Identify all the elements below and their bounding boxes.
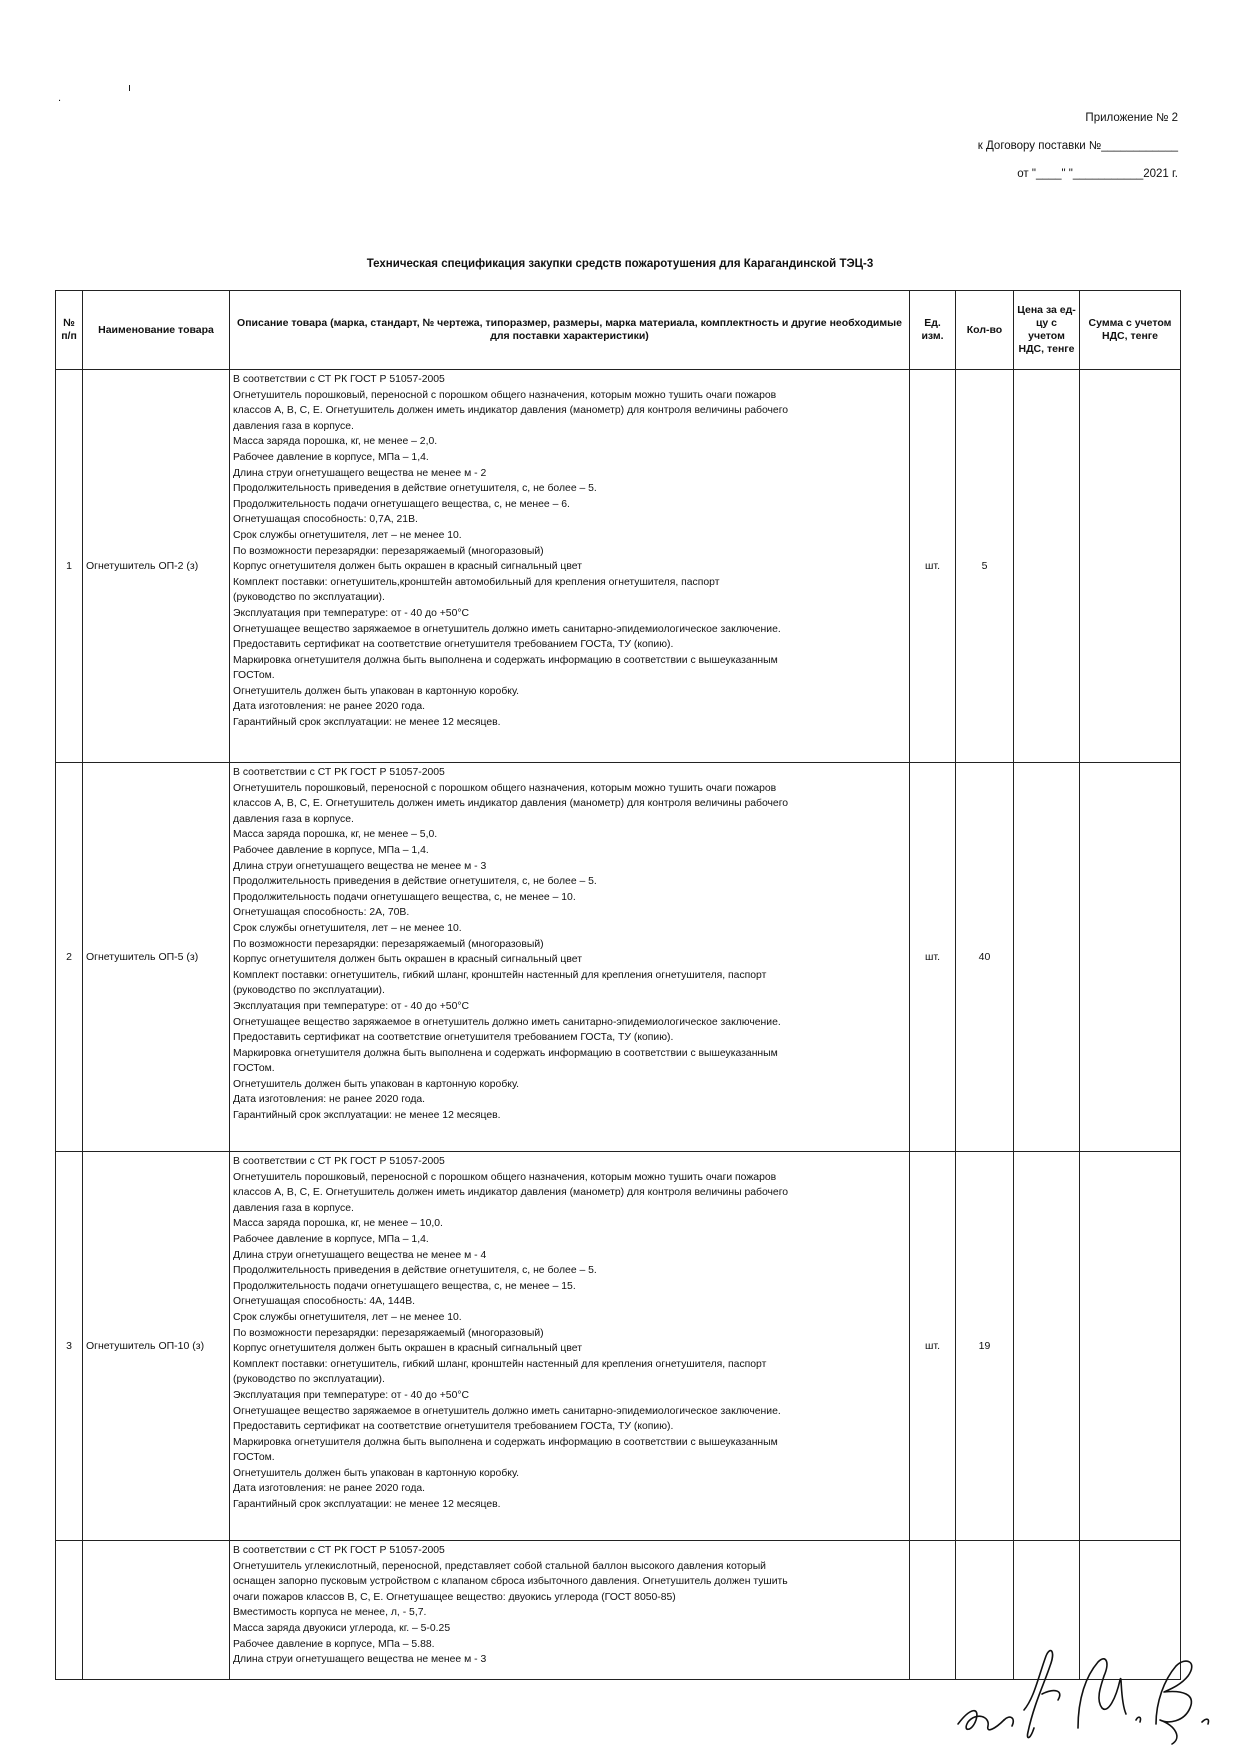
table-row: [56, 370, 1181, 763]
description-line: Огнетушитель порошковый, переносной с порошком общего назначения, которым можно тушить очаги пожаров: [233, 782, 777, 794]
col-header-name: Наименование товара: [83, 291, 230, 370]
description-line: Продолжительность приведения в действие огнетушителя, с, не более – 5.: [233, 1265, 597, 1277]
unit-price-cell: [1014, 763, 1080, 1152]
col-header-price: Цена за ед-цу с учетом НДС, тенге: [1014, 291, 1080, 370]
description-line: Эксплуатация при температуре: от - 40 до +50°С: [233, 1389, 470, 1401]
description-line: Огнетушащее вещество заряжаемое в огнетушитель должно иметь санитарно-эпидемиологическое заключение.: [233, 1016, 781, 1028]
row-number: 3: [56, 1152, 83, 1541]
description-line: оснащен запорно пусковым устройством с клапаном сброса избыточного давления. Огнетушитель должен тушить: [233, 1576, 788, 1588]
description-line: Корпус огнетушителя должен быть окрашен в красный сигнальный цвет: [233, 954, 582, 966]
description-line: Продолжительность подачи огнетушащего вещества, с, не менее – 15.: [233, 1280, 576, 1292]
description-line: Дата изготовления: не ранее 2020 года.: [233, 1483, 426, 1495]
description-line: Огнетушитель углекислотный, переносной, представляет собой стальной баллон высокого давления который: [233, 1560, 766, 1572]
description-line: В соответствии с СТ РК ГОСТ Р 51057-2005: [233, 374, 445, 385]
unit-price-cell: [1014, 1152, 1080, 1541]
unit-of-measure: шт.: [910, 1152, 956, 1541]
product-description: [230, 1152, 910, 1541]
product-description: [230, 1541, 910, 1680]
col-header-description: Описание товара (марка, стандарт, № чертежа, типоразмер, размеры, марка материала, комплектность и другие необходимые для поставки характеристики): [230, 291, 910, 370]
total-sum-cell: [1080, 763, 1181, 1152]
unit-of-measure: шт.: [910, 370, 956, 763]
description-line: (руководство по эксплуатации).: [233, 985, 385, 997]
description-line: Продолжительность подачи огнетушащего вещества, с, не менее – 6.: [233, 498, 570, 510]
description-line: По возможности перезарядки: перезаряжаемый (многоразовый): [233, 1327, 544, 1339]
description-line: Рабочее давление в корпусе, МПа – 1,4.: [233, 1233, 429, 1245]
table-row: [56, 1152, 1181, 1541]
product-description: [230, 763, 910, 1152]
scan-dot: .: [58, 92, 62, 104]
product-name: [83, 1541, 230, 1680]
quantity: 40: [956, 763, 1014, 1152]
description-line: Продолжительность подачи огнетушащего вещества, с, не менее – 10.: [233, 891, 576, 903]
col-header-sum: Сумма с учетом НДС, тенге: [1080, 291, 1181, 370]
description-line: В соответствии с СТ РК ГОСТ Р 51057-2005: [233, 1545, 445, 1556]
description-line: очаги пожаров классов В, С, Е. Огнетушащее вещество: двуокись углерода (ГОСТ 8050-85): [233, 1591, 676, 1603]
description-line: Длина струи огнетушащего вещества не менее м - 4: [233, 1249, 487, 1261]
description-line: Гарантийный срок эксплуатации: не менее 12 месяцев.: [233, 1110, 501, 1122]
unit-of-measure: [910, 1541, 956, 1680]
description-line: Масса заряда порошка, кг, не менее – 5,0.: [233, 829, 438, 841]
description-line: Предоставить сертификат на соответствие огнетушителя требованием ГОСТа, ТУ (копию).: [233, 639, 674, 651]
description-line: По возможности перезарядки: перезаряжаемый (многоразовый): [233, 938, 544, 950]
description-line: давления газа в корпусе.: [233, 813, 354, 825]
description-line: (руководство по эксплуатации).: [233, 1374, 385, 1386]
description-line: Маркировка огнетушителя должна быть выполнена и содержать информацию в соответствии с вышеуказанным: [233, 1047, 778, 1059]
description-line: Продолжительность приведения в действие огнетушителя, с, не более – 5.: [233, 483, 597, 495]
description-line: Корпус огнетушителя должен быть окрашен в красный сигнальный цвет: [233, 561, 582, 573]
document-title: Техническая спецификация закупки средств пожаротушения для Карагандинской ТЭЦ-3: [366, 258, 874, 270]
description-line: Гарантийный срок эксплуатации: не менее 12 месяцев.: [233, 717, 501, 729]
appendix-label: Приложение № 2: [1085, 112, 1178, 124]
description-line: Эксплуатация при температуре: от - 40 до +50°С: [233, 607, 470, 619]
col-header-unit: Ед. изм.: [910, 291, 956, 370]
description-line: Комплект поставки: огнетушитель,кронштейн автомобильный для крепления огнетушителя, паспорт: [233, 576, 720, 588]
description-line: классов А, В, С, Е. Огнетушитель должен иметь индикатор давления (манометр) для контроля величины рабочего: [233, 405, 789, 417]
description-line: Гарантийный срок эксплуатации: не менее 12 месяцев.: [233, 1499, 501, 1511]
description-line: Корпус огнетушителя должен быть окрашен в красный сигнальный цвет: [233, 1343, 582, 1355]
description-line: Масса заряда порошка, кг, не менее – 2,0.: [233, 436, 438, 448]
description-line: Огнетушащее вещество заряжаемое в огнетушитель должно иметь санитарно-эпидемиологическое заключение.: [233, 1405, 781, 1417]
description-line: По возможности перезарядки: перезаряжаемый (многоразовый): [233, 545, 544, 557]
description-line: Огнетушитель должен быть упакован в картонную коробку.: [233, 1078, 519, 1090]
description-line: Рабочее давление в корпусе, МПа – 5.88.: [233, 1638, 435, 1650]
description-line: Комплект поставки: огнетушитель, гибкий шланг, кронштейн настенный для крепления огнетушителя, паспорт: [233, 1358, 767, 1370]
col-header-num: № п/п: [56, 291, 83, 370]
description-line: Огнетушащее вещество заряжаемое в огнетушитель должно иметь санитарно-эпидемиологическое заключение.: [233, 623, 781, 635]
description-line: Маркировка огнетушителя должна быть выполнена и содержать информацию в соответствии с вышеуказанным: [233, 654, 778, 666]
handwritten-signature: [950, 1628, 1230, 1746]
contract-reference: к Договору поставки №____________: [977, 140, 1178, 152]
description-line: Дата изготовления: не ранее 2020 года.: [233, 1094, 426, 1106]
description-line: Огнетушащая способность: 0,7А, 21В.: [233, 514, 418, 526]
description-line: классов А, В, С, Е. Огнетушитель должен иметь индикатор давления (манометр) для контроля величины рабочего: [233, 798, 789, 810]
col-header-qty: Кол-во: [956, 291, 1014, 370]
description-line: Комплект поставки: огнетушитель, гибкий шланг, кронштейн настенный для крепления огнетушителя, паспорт: [233, 969, 767, 981]
description-line: ГОСТом.: [233, 1452, 275, 1464]
description-line: Рабочее давление в корпусе, МПа – 1,4.: [233, 451, 429, 463]
total-sum-cell: [1080, 370, 1181, 763]
description-line: давления газа в корпусе.: [233, 1202, 354, 1214]
specification-table: [55, 290, 1181, 1680]
description-line: (руководство по эксплуатации).: [233, 592, 385, 604]
description-line: В соответствии с СТ РК ГОСТ Р 51057-2005: [233, 767, 445, 778]
table-body: [56, 370, 1181, 1680]
total-sum-cell: [1080, 1152, 1181, 1541]
description-line: ГОСТом.: [233, 670, 275, 682]
row-number: 1: [56, 370, 83, 763]
product-name: Огнетушитель ОП-10 (з): [83, 1152, 230, 1541]
description-line: Вместимость корпуса не менее, л, - 5,7.: [233, 1607, 427, 1619]
document-header: [978, 104, 1178, 188]
description-line: Масса заряда двуокиси углерода, кг. – 5-0.25: [233, 1622, 451, 1634]
description-line: В соответствии с СТ РК ГОСТ Р 51057-2005: [233, 1156, 445, 1167]
unit-price-cell: [1014, 370, 1080, 763]
description-line: Эксплуатация при температуре: от - 40 до +50°С: [233, 1000, 470, 1012]
table-row: [56, 763, 1181, 1152]
description-line: Длина струи огнетушащего вещества не менее м - 3: [233, 860, 487, 872]
description-line: Огнетушащая способность: 2А, 70В.: [233, 907, 410, 919]
description-line: Огнетушитель порошковый, переносной с порошком общего назначения, которым можно тушить очаги пожаров: [233, 389, 777, 401]
scan-dot: ı: [128, 82, 132, 94]
table-header-row: [56, 291, 1181, 370]
description-line: классов А, В, С, Е. Огнетушитель должен иметь индикатор давления (манометр) для контроля величины рабочего: [233, 1187, 789, 1199]
description-line: Продолжительность приведения в действие огнетушителя, с, не более – 5.: [233, 876, 597, 888]
row-number: 2: [56, 763, 83, 1152]
unit-of-measure: шт.: [910, 763, 956, 1152]
description-line: давления газа в корпусе.: [233, 420, 354, 432]
description-line: Рабочее давление в корпусе, МПа – 1,4.: [233, 844, 429, 856]
description-line: Срок службы огнетушителя, лет – не менее 10.: [233, 1311, 462, 1323]
product-description: [230, 370, 910, 763]
quantity: 5: [956, 370, 1014, 763]
description-line: ГОСТом.: [233, 1063, 275, 1075]
description-line: Срок службы огнетушителя, лет – не менее 10.: [233, 529, 462, 541]
description-line: Длина струи огнетушащего вещества не менее м - 2: [233, 467, 487, 479]
contract-date: от "____" "___________2021 г.: [1017, 168, 1178, 180]
quantity: 19: [956, 1152, 1014, 1541]
description-line: Огнетушитель порошковый, переносной с порошком общего назначения, которым можно тушить очаги пожаров: [233, 1171, 777, 1183]
description-line: Дата изготовления: не ранее 2020 года.: [233, 701, 426, 713]
product-name: Огнетушитель ОП-2 (з): [83, 370, 230, 763]
description-line: Огнетушащая способность: 4А, 144В.: [233, 1296, 416, 1308]
description-line: Огнетушитель должен быть упакован в картонную коробку.: [233, 1467, 519, 1479]
product-name: Огнетушитель ОП-5 (з): [83, 763, 230, 1152]
description-line: Предоставить сертификат на соответствие огнетушителя требованием ГОСТа, ТУ (копию).: [233, 1421, 674, 1433]
description-line: Длина струи огнетушащего вещества не менее м - 3: [233, 1654, 487, 1666]
description-line: Предоставить сертификат на соответствие огнетушителя требованием ГОСТа, ТУ (копию).: [233, 1032, 674, 1044]
description-line: Маркировка огнетушителя должна быть выполнена и содержать информацию в соответствии с вышеуказанным: [233, 1436, 778, 1448]
description-line: Огнетушитель должен быть упакован в картонную коробку.: [233, 685, 519, 697]
description-line: Масса заряда порошка, кг, не менее – 10,0.: [233, 1218, 443, 1230]
description-line: Срок службы огнетушителя, лет – не менее 10.: [233, 922, 462, 934]
row-number: [56, 1541, 83, 1680]
